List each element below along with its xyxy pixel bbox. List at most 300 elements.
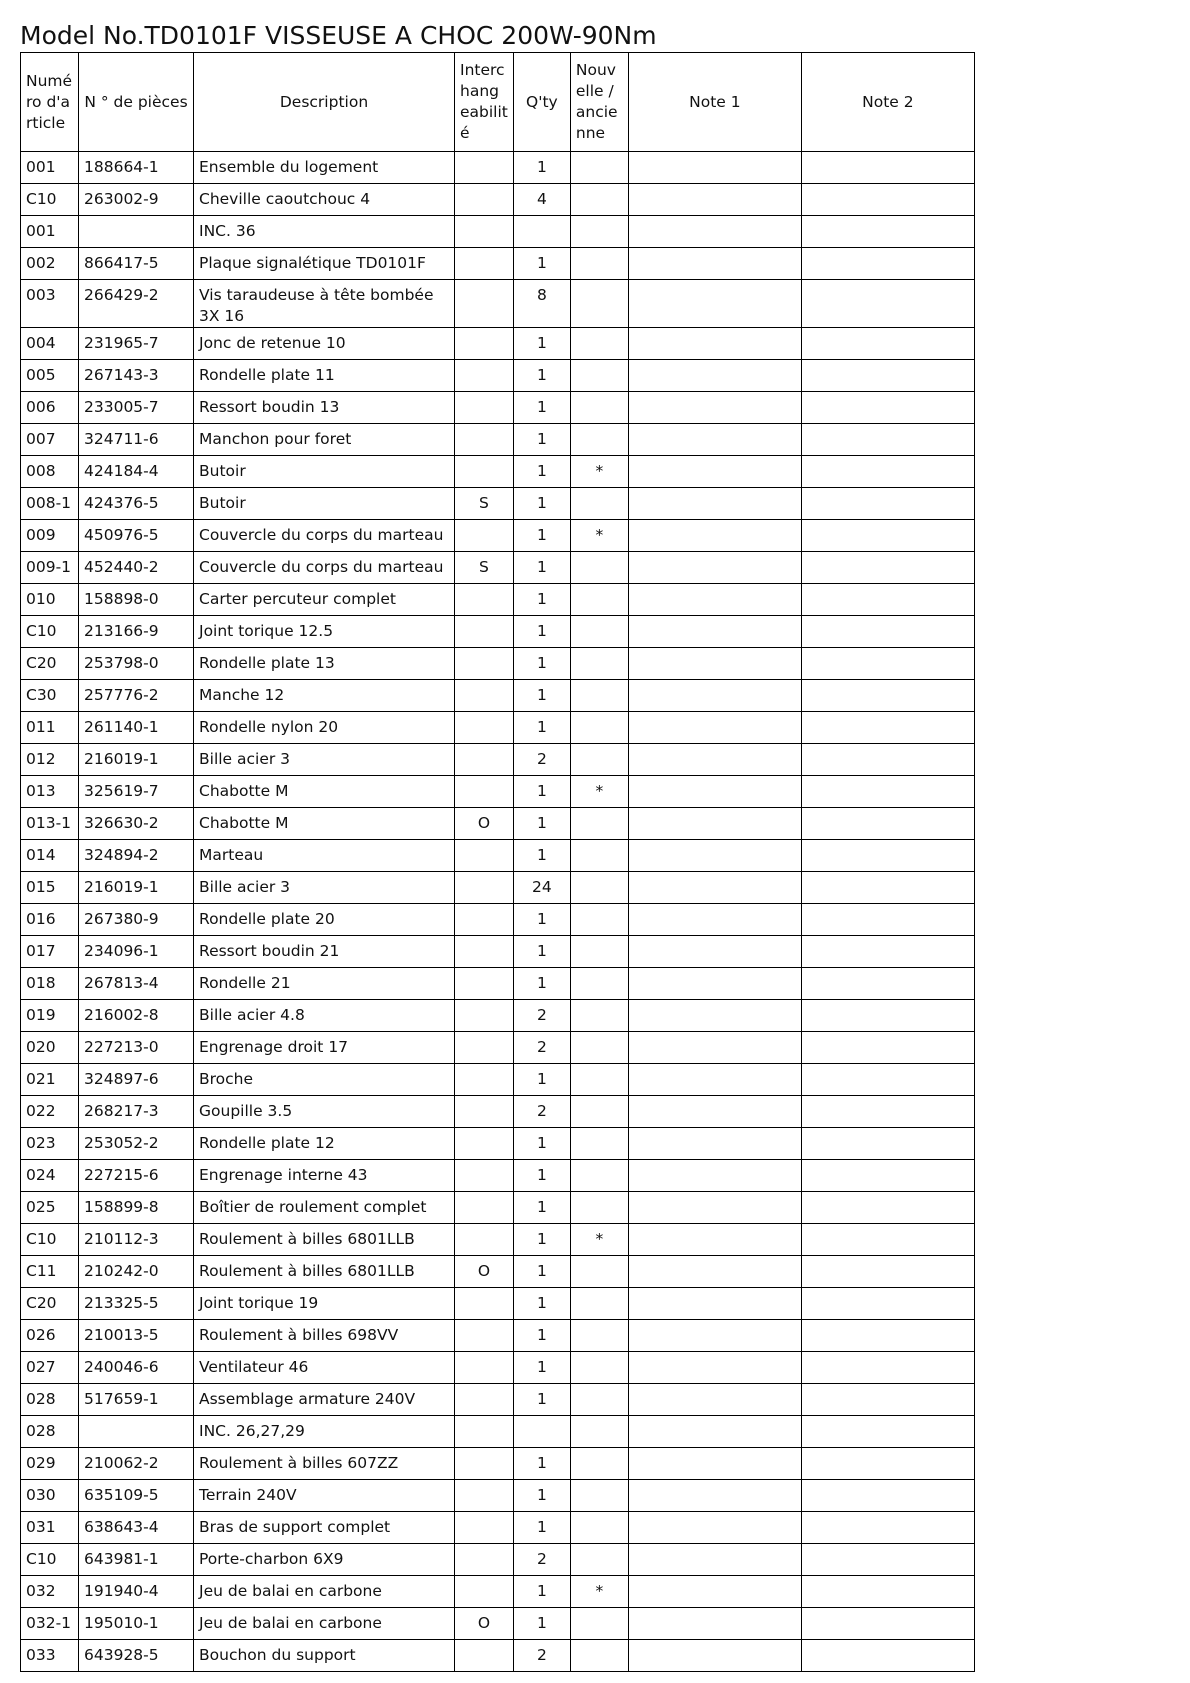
- cell-description: Engrenage droit 17: [194, 1032, 455, 1064]
- header-part-number: N ° de pièces: [79, 53, 194, 152]
- table-row: [21, 1576, 975, 1608]
- cell-description: Porte-charbon 6X9: [194, 1544, 455, 1576]
- table-row: [21, 1352, 975, 1384]
- cell-quantity: 1: [513, 904, 570, 936]
- cell-description: Joint torique 19: [194, 1288, 455, 1320]
- cell-note-2: [801, 424, 974, 456]
- cell-note-2: [801, 280, 974, 328]
- cell-description: Roulement à billes 6801LLB: [194, 1224, 455, 1256]
- header-new-old: Nouv elle / ancie nne: [570, 53, 628, 152]
- table-row: [21, 1288, 975, 1320]
- cell-new-old: [570, 1128, 628, 1160]
- cell-item-number: 003: [21, 280, 79, 328]
- cell-item-number: 001: [21, 216, 79, 248]
- table-row: [21, 1000, 975, 1032]
- cell-note-1: [628, 680, 801, 712]
- cell-item-number: 013: [21, 776, 79, 808]
- cell-description: Rondelle nylon 20: [194, 712, 455, 744]
- cell-item-number: 019: [21, 1000, 79, 1032]
- cell-new-old: *: [570, 776, 628, 808]
- cell-note-2: [801, 1416, 974, 1448]
- cell-part-number: 240046-6: [79, 1352, 194, 1384]
- cell-interchangeability: [455, 1512, 514, 1544]
- table-row: [21, 1640, 975, 1672]
- cell-quantity: 2: [513, 1000, 570, 1032]
- cell-item-number: 014: [21, 840, 79, 872]
- table-row: [21, 360, 975, 392]
- cell-part-number: 324894-2: [79, 840, 194, 872]
- cell-interchangeability: [455, 520, 514, 552]
- cell-quantity: 2: [513, 1032, 570, 1064]
- cell-new-old: [570, 392, 628, 424]
- cell-description: Bouchon du support: [194, 1640, 455, 1672]
- cell-item-number: 020: [21, 1032, 79, 1064]
- cell-new-old: [570, 1640, 628, 1672]
- cell-item-number: C10: [21, 184, 79, 216]
- cell-part-number: 216019-1: [79, 744, 194, 776]
- cell-note-1: [628, 1608, 801, 1640]
- table-row: [21, 776, 975, 808]
- cell-note-2: [801, 616, 974, 648]
- cell-interchangeability: O: [455, 1608, 514, 1640]
- table-row: [21, 1480, 975, 1512]
- cell-part-number: 233005-7: [79, 392, 194, 424]
- cell-quantity: 1: [513, 520, 570, 552]
- cell-note-2: [801, 776, 974, 808]
- cell-interchangeability: O: [455, 1256, 514, 1288]
- cell-note-1: [628, 488, 801, 520]
- cell-part-number: 213325-5: [79, 1288, 194, 1320]
- cell-quantity: 1: [513, 808, 570, 840]
- cell-description: Rondelle plate 13: [194, 648, 455, 680]
- cell-note-1: [628, 744, 801, 776]
- cell-note-1: [628, 216, 801, 248]
- cell-item-number: C11: [21, 1256, 79, 1288]
- cell-new-old: [570, 1512, 628, 1544]
- table-row: [21, 1512, 975, 1544]
- cell-note-1: [628, 1352, 801, 1384]
- cell-part-number: 188664-1: [79, 152, 194, 184]
- cell-part-number: 158899-8: [79, 1192, 194, 1224]
- cell-interchangeability: [455, 1448, 514, 1480]
- cell-note-2: [801, 1160, 974, 1192]
- cell-item-number: 001: [21, 152, 79, 184]
- cell-description: Terrain 240V: [194, 1480, 455, 1512]
- cell-interchangeability: [455, 904, 514, 936]
- page-title: Model No.TD0101F VISSEUSE A CHOC 200W-90Nm: [20, 21, 657, 50]
- cell-note-1: [628, 1224, 801, 1256]
- cell-new-old: [570, 1384, 628, 1416]
- cell-description: Assemblage armature 240V: [194, 1384, 455, 1416]
- table-row: [21, 1448, 975, 1480]
- cell-item-number: 021: [21, 1064, 79, 1096]
- cell-quantity: 1: [513, 1576, 570, 1608]
- cell-note-1: [628, 936, 801, 968]
- cell-interchangeability: [455, 1320, 514, 1352]
- cell-note-2: [801, 968, 974, 1000]
- cell-item-number: 015: [21, 872, 79, 904]
- cell-new-old: [570, 1256, 628, 1288]
- cell-interchangeability: [455, 1480, 514, 1512]
- cell-interchangeability: [455, 424, 514, 456]
- cell-description: Cheville caoutchouc 4: [194, 184, 455, 216]
- cell-description: Butoir: [194, 488, 455, 520]
- cell-item-number: 018: [21, 968, 79, 1000]
- header-quantity: Q'ty: [513, 53, 570, 152]
- cell-part-number: 635109-5: [79, 1480, 194, 1512]
- cell-quantity: 1: [513, 648, 570, 680]
- cell-new-old: [570, 216, 628, 248]
- cell-note-1: [628, 520, 801, 552]
- cell-interchangeability: [455, 648, 514, 680]
- cell-new-old: [570, 1320, 628, 1352]
- cell-note-2: [801, 216, 974, 248]
- cell-part-number: 452440-2: [79, 552, 194, 584]
- header-item-number: Numé ro d'a rticle: [21, 53, 79, 152]
- cell-note-1: [628, 360, 801, 392]
- cell-note-2: [801, 936, 974, 968]
- cell-part-number: 450976-5: [79, 520, 194, 552]
- cell-item-number: 024: [21, 1160, 79, 1192]
- cell-part-number: 257776-2: [79, 680, 194, 712]
- cell-item-number: 012: [21, 744, 79, 776]
- cell-note-2: [801, 808, 974, 840]
- cell-item-number: 017: [21, 936, 79, 968]
- cell-note-1: [628, 1192, 801, 1224]
- cell-interchangeability: [455, 616, 514, 648]
- cell-quantity: 1: [513, 616, 570, 648]
- cell-item-number: 033: [21, 1640, 79, 1672]
- cell-quantity: 1: [513, 712, 570, 744]
- table-row: [21, 680, 975, 712]
- cell-item-number: 032: [21, 1576, 79, 1608]
- table-row: [21, 456, 975, 488]
- cell-note-2: [801, 456, 974, 488]
- cell-item-number: 005: [21, 360, 79, 392]
- table-row: [21, 1096, 975, 1128]
- cell-new-old: [570, 648, 628, 680]
- cell-new-old: [570, 1448, 628, 1480]
- header-note-1: Note 1: [628, 53, 801, 152]
- cell-quantity: 1: [513, 392, 570, 424]
- cell-new-old: [570, 616, 628, 648]
- cell-note-2: [801, 1544, 974, 1576]
- cell-part-number: 324897-6: [79, 1064, 194, 1096]
- cell-note-1: [628, 1000, 801, 1032]
- cell-item-number: 009: [21, 520, 79, 552]
- cell-note-2: [801, 184, 974, 216]
- cell-part-number: 191940-4: [79, 1576, 194, 1608]
- cell-interchangeability: [455, 840, 514, 872]
- cell-note-2: [801, 1480, 974, 1512]
- cell-description: Bille acier 3: [194, 744, 455, 776]
- cell-item-number: 028: [21, 1384, 79, 1416]
- cell-interchangeability: [455, 1064, 514, 1096]
- cell-note-2: [801, 1320, 974, 1352]
- cell-note-1: [628, 840, 801, 872]
- cell-note-2: [801, 1064, 974, 1096]
- cell-new-old: [570, 1064, 628, 1096]
- cell-note-2: [801, 1000, 974, 1032]
- cell-note-1: [628, 1320, 801, 1352]
- cell-description: Marteau: [194, 840, 455, 872]
- cell-interchangeability: [455, 328, 514, 360]
- cell-quantity: 1: [513, 680, 570, 712]
- cell-interchangeability: [455, 1640, 514, 1672]
- cell-interchangeability: [455, 392, 514, 424]
- header-interchangeability: Interc hang eabilit é: [455, 53, 514, 152]
- cell-note-1: [628, 152, 801, 184]
- cell-interchangeability: [455, 1160, 514, 1192]
- table-row: [21, 392, 975, 424]
- cell-description: Goupille 3.5: [194, 1096, 455, 1128]
- cell-description: Manchon pour foret: [194, 424, 455, 456]
- table-row: [21, 840, 975, 872]
- cell-note-1: [628, 1512, 801, 1544]
- cell-note-2: [801, 520, 974, 552]
- cell-part-number: 213166-9: [79, 616, 194, 648]
- cell-note-1: [628, 1480, 801, 1512]
- cell-item-number: C30: [21, 680, 79, 712]
- cell-part-number: 210013-5: [79, 1320, 194, 1352]
- cell-new-old: [570, 152, 628, 184]
- cell-item-number: 027: [21, 1352, 79, 1384]
- cell-item-number: 013-1: [21, 808, 79, 840]
- cell-description: Rondelle plate 20: [194, 904, 455, 936]
- cell-interchangeability: [455, 152, 514, 184]
- table-row: [21, 184, 975, 216]
- cell-description: Manche 12: [194, 680, 455, 712]
- cell-part-number: [79, 1416, 194, 1448]
- table-row: [21, 424, 975, 456]
- cell-note-1: [628, 456, 801, 488]
- cell-note-2: [801, 744, 974, 776]
- cell-note-2: [801, 392, 974, 424]
- cell-quantity: 1: [513, 840, 570, 872]
- cell-note-2: [801, 488, 974, 520]
- cell-description: Roulement à billes 607ZZ: [194, 1448, 455, 1480]
- cell-item-number: 030: [21, 1480, 79, 1512]
- cell-description: Vis taraudeuse à tête bombée 3X 16: [194, 280, 455, 328]
- cell-new-old: [570, 552, 628, 584]
- cell-note-2: [801, 1608, 974, 1640]
- cell-quantity: 1: [513, 1224, 570, 1256]
- cell-item-number: C10: [21, 616, 79, 648]
- table-row: [21, 872, 975, 904]
- table-row: [21, 968, 975, 1000]
- cell-quantity: 2: [513, 1096, 570, 1128]
- cell-note-1: [628, 328, 801, 360]
- cell-part-number: 326630-2: [79, 808, 194, 840]
- cell-part-number: 158898-0: [79, 584, 194, 616]
- cell-quantity: 2: [513, 1544, 570, 1576]
- cell-item-number: C20: [21, 1288, 79, 1320]
- cell-note-2: [801, 712, 974, 744]
- cell-description: Ressort boudin 21: [194, 936, 455, 968]
- cell-new-old: [570, 1192, 628, 1224]
- cell-interchangeability: [455, 1416, 514, 1448]
- cell-quantity: 1: [513, 360, 570, 392]
- cell-note-2: [801, 1256, 974, 1288]
- cell-quantity: 1: [513, 1384, 570, 1416]
- cell-description: Ressort boudin 13: [194, 392, 455, 424]
- cell-item-number: 002: [21, 248, 79, 280]
- cell-note-1: [628, 184, 801, 216]
- cell-note-1: [628, 1096, 801, 1128]
- cell-interchangeability: [455, 248, 514, 280]
- table-row: [21, 712, 975, 744]
- cell-new-old: [570, 936, 628, 968]
- cell-interchangeability: [455, 1128, 514, 1160]
- cell-new-old: [570, 584, 628, 616]
- cell-note-2: [801, 680, 974, 712]
- cell-note-1: [628, 808, 801, 840]
- cell-description: Jeu de balai en carbone: [194, 1608, 455, 1640]
- table-row: [21, 1256, 975, 1288]
- cell-note-1: [628, 648, 801, 680]
- cell-description: INC. 36: [194, 216, 455, 248]
- cell-new-old: [570, 1416, 628, 1448]
- cell-note-2: [801, 1192, 974, 1224]
- cell-new-old: [570, 248, 628, 280]
- cell-quantity: 2: [513, 1640, 570, 1672]
- table-row: [21, 1608, 975, 1640]
- cell-part-number: 424184-4: [79, 456, 194, 488]
- cell-quantity: 4: [513, 184, 570, 216]
- cell-note-2: [801, 328, 974, 360]
- cell-part-number: 261140-1: [79, 712, 194, 744]
- cell-interchangeability: [455, 1000, 514, 1032]
- cell-item-number: 009-1: [21, 552, 79, 584]
- cell-part-number: 227215-6: [79, 1160, 194, 1192]
- cell-description: Rondelle plate 11: [194, 360, 455, 392]
- cell-quantity: 1: [513, 488, 570, 520]
- cell-description: Bille acier 3: [194, 872, 455, 904]
- cell-description: Broche: [194, 1064, 455, 1096]
- table-body: [21, 152, 975, 1672]
- cell-note-2: [801, 1096, 974, 1128]
- table-row: [21, 280, 975, 328]
- cell-quantity: [513, 1416, 570, 1448]
- table-row: [21, 552, 975, 584]
- cell-part-number: 267380-9: [79, 904, 194, 936]
- table-header-row: [21, 53, 975, 152]
- cell-item-number: 010: [21, 584, 79, 616]
- cell-note-1: [628, 904, 801, 936]
- table-row: [21, 152, 975, 184]
- cell-new-old: [570, 1480, 628, 1512]
- table-row: [21, 248, 975, 280]
- cell-quantity: 1: [513, 1448, 570, 1480]
- cell-item-number: 008-1: [21, 488, 79, 520]
- table-row: [21, 1064, 975, 1096]
- cell-quantity: 1: [513, 1608, 570, 1640]
- cell-description: Chabotte M: [194, 808, 455, 840]
- cell-part-number: 210242-0: [79, 1256, 194, 1288]
- cell-quantity: 1: [513, 1288, 570, 1320]
- table-row: [21, 904, 975, 936]
- cell-item-number: 029: [21, 1448, 79, 1480]
- cell-part-number: 325619-7: [79, 776, 194, 808]
- cell-new-old: [570, 1000, 628, 1032]
- cell-description: Carter percuteur complet: [194, 584, 455, 616]
- cell-item-number: 026: [21, 1320, 79, 1352]
- cell-interchangeability: [455, 216, 514, 248]
- cell-description: INC. 26,27,29: [194, 1416, 455, 1448]
- cell-item-number: C10: [21, 1224, 79, 1256]
- cell-note-1: [628, 1288, 801, 1320]
- cell-interchangeability: [455, 968, 514, 1000]
- cell-new-old: [570, 680, 628, 712]
- cell-note-2: [801, 584, 974, 616]
- cell-quantity: 1: [513, 248, 570, 280]
- cell-description: Ensemble du logement: [194, 152, 455, 184]
- table-row: [21, 1128, 975, 1160]
- cell-quantity: 1: [513, 1160, 570, 1192]
- cell-note-1: [628, 712, 801, 744]
- cell-part-number: 266429-2: [79, 280, 194, 328]
- cell-part-number: 231965-7: [79, 328, 194, 360]
- cell-part-number: 638643-4: [79, 1512, 194, 1544]
- cell-interchangeability: [455, 744, 514, 776]
- cell-item-number: 011: [21, 712, 79, 744]
- cell-new-old: [570, 904, 628, 936]
- cell-note-1: [628, 776, 801, 808]
- header-description: Description: [194, 53, 455, 152]
- table-row: [21, 1320, 975, 1352]
- cell-part-number: 424376-5: [79, 488, 194, 520]
- cell-new-old: *: [570, 1224, 628, 1256]
- table-row: [21, 1032, 975, 1064]
- cell-part-number: 216002-8: [79, 1000, 194, 1032]
- cell-new-old: [570, 184, 628, 216]
- cell-description: Rondelle 21: [194, 968, 455, 1000]
- cell-new-old: *: [570, 1576, 628, 1608]
- cell-item-number: 006: [21, 392, 79, 424]
- cell-item-number: 031: [21, 1512, 79, 1544]
- cell-interchangeability: [455, 184, 514, 216]
- table-row: [21, 1224, 975, 1256]
- table-row: [21, 1416, 975, 1448]
- cell-note-2: [801, 360, 974, 392]
- cell-note-2: [801, 1448, 974, 1480]
- cell-new-old: [570, 712, 628, 744]
- cell-interchangeability: S: [455, 552, 514, 584]
- cell-note-2: [801, 1640, 974, 1672]
- cell-interchangeability: [455, 1192, 514, 1224]
- cell-interchangeability: [455, 1032, 514, 1064]
- cell-item-number: C20: [21, 648, 79, 680]
- cell-interchangeability: [455, 1384, 514, 1416]
- cell-quantity: 1: [513, 1256, 570, 1288]
- cell-description: Couvercle du corps du marteau: [194, 520, 455, 552]
- cell-description: Engrenage interne 43: [194, 1160, 455, 1192]
- cell-note-1: [628, 1128, 801, 1160]
- cell-item-number: 004: [21, 328, 79, 360]
- table-row: [21, 1192, 975, 1224]
- cell-new-old: [570, 968, 628, 1000]
- table-row: [21, 936, 975, 968]
- cell-quantity: 2: [513, 744, 570, 776]
- cell-part-number: 210062-2: [79, 1448, 194, 1480]
- cell-part-number: 263002-9: [79, 184, 194, 216]
- cell-part-number: 324711-6: [79, 424, 194, 456]
- cell-interchangeability: [455, 1224, 514, 1256]
- table-row: [21, 1160, 975, 1192]
- cell-note-2: [801, 904, 974, 936]
- cell-part-number: 267813-4: [79, 968, 194, 1000]
- cell-note-2: [801, 248, 974, 280]
